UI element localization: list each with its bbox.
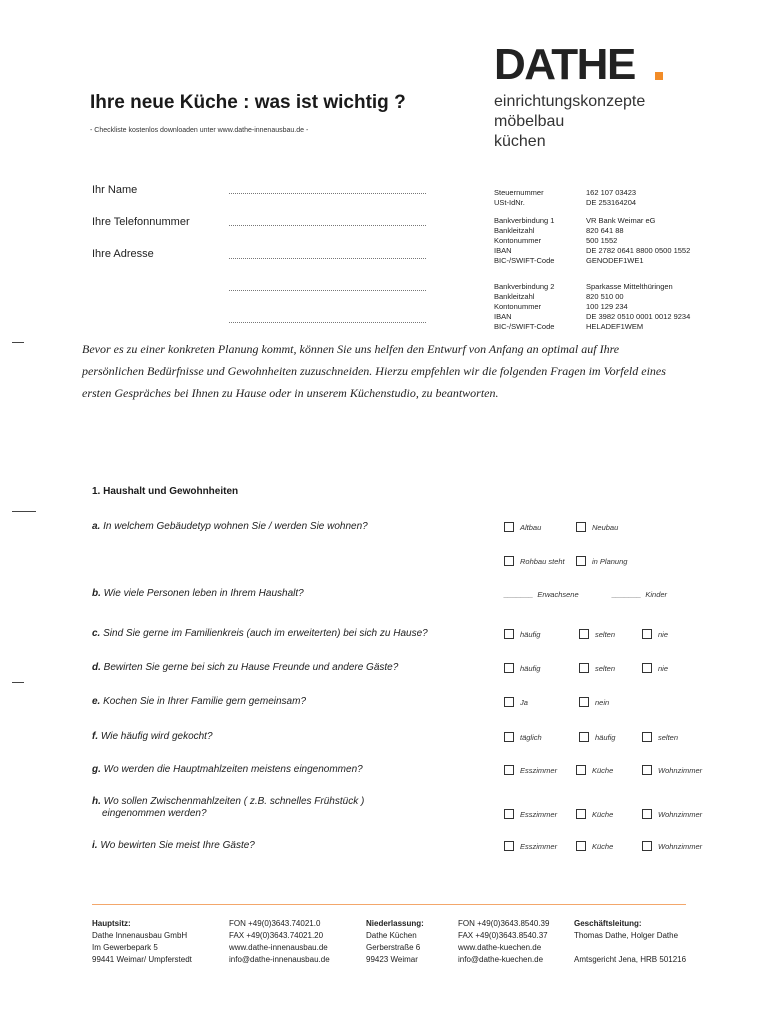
- checkbox[interactable]: [579, 732, 589, 742]
- address-label: Ihre Adresse: [92, 248, 154, 260]
- brand-logo: DATHE: [494, 40, 635, 89]
- address-field-line-3[interactable]: [229, 322, 426, 323]
- email-link[interactable]: info@dathe-innenausbau.de: [229, 955, 330, 964]
- checkbox[interactable]: [579, 697, 589, 707]
- question-e: e. Kochen Sie in Ihrer Familie gern gemeinsam?: [92, 696, 307, 707]
- phone-label: Ihre Telefonnummer: [92, 216, 190, 228]
- phone-field[interactable]: [229, 225, 426, 226]
- question-g: g. Wo werden die Hauptmahlzeiten meistens eingenommen?: [92, 764, 363, 775]
- question-b: b. Wie viele Personen leben in Ihrem Haushalt?: [92, 588, 304, 599]
- option-in-planung[interactable]: in Planung: [576, 556, 627, 566]
- logo-tagline: küchen: [494, 133, 546, 150]
- question-c: c. Sind Sie gerne im Familienkreis (auch im erweiterten) bei sich zu Hause?: [92, 628, 428, 639]
- address-field-line-2[interactable]: [229, 290, 426, 291]
- option-haeufig[interactable]: häufig: [504, 663, 540, 673]
- logo-accent-square: [655, 72, 663, 80]
- download-note: - Checkliste kostenlos downloaden unter www.dathe-innenausbau.de -: [90, 127, 309, 134]
- option-selten[interactable]: selten: [642, 732, 678, 742]
- option-kueche[interactable]: Küche: [576, 841, 613, 851]
- footer-management: Geschäftsleitung: Thomas Dathe, Holger Dathe Amtsgericht Jena, HRB 501216: [574, 919, 687, 964]
- fold-mark: [12, 342, 24, 343]
- intro-paragraph: Bevor es zu einer konkreten Planung kommt, können Sie uns helfen den Entwurf von Anfang an optimal auf Ihre persönlichen Bedürfnisse und Gewohnheiten zuzuschneiden. Hierzu empfehlen wir die folgenden Fragen im Vorfeld eines ersten Gespräches bei Ihnen zu Hause oder in unserem Küchenstudio, zu beantworten.: [82, 342, 666, 400]
- option-nein[interactable]: nein: [579, 697, 609, 707]
- checkbox[interactable]: [642, 765, 652, 775]
- name-label: Ihr Name: [92, 184, 138, 196]
- option-nie[interactable]: nie: [642, 629, 668, 639]
- checkbox[interactable]: [504, 809, 514, 819]
- option-esszimmer[interactable]: Esszimmer: [504, 809, 557, 819]
- option-rohbau-steht[interactable]: Rohbau steht: [504, 556, 565, 566]
- checkbox[interactable]: [642, 629, 652, 639]
- question-d: d. Bewirten Sie gerne bei sich zu Hause Freunde und andere Gäste?: [92, 662, 399, 673]
- option-haeufig[interactable]: häufig: [504, 629, 540, 639]
- checkbox[interactable]: [504, 697, 514, 707]
- checkbox[interactable]: [576, 522, 586, 532]
- tax-labels: Steuernummer USt-IdNr.: [494, 188, 544, 207]
- option-neubau[interactable]: Neubau: [576, 522, 618, 532]
- option-nie[interactable]: nie: [642, 663, 668, 673]
- footer-branch-contact: FON +49(0)3643.8540.39 FAX +49(0)3643.8540.37 www.dathe-kuechen.de info@dathe-kuechen.de: [458, 919, 550, 964]
- question-a: a. In welchem Gebäudetyp wohnen Sie / werden Sie wohnen?: [92, 521, 368, 532]
- checkbox[interactable]: [504, 629, 514, 639]
- name-field[interactable]: [229, 193, 426, 194]
- footer-branch: Niederlassung: Dathe Küchen Gerberstraße 6 99423 Weimar: [366, 919, 424, 964]
- option-taeglich[interactable]: täglich: [504, 732, 542, 742]
- option-wohnzimmer[interactable]: Wohnzimmer: [642, 809, 702, 819]
- checkbox[interactable]: [504, 556, 514, 566]
- question-h: h. Wo sollen Zwischenmahlzeiten ( z.B. schnelles Frühstück ): [92, 796, 365, 807]
- footer-divider: [92, 904, 686, 905]
- section-title: 1. Haushalt und Gewohnheiten: [92, 486, 239, 497]
- bank1-labels: Bankverbindung 1 Bankleitzahl Kontonummer IBAN BIC-/SWIFT-Code: [494, 216, 555, 265]
- checkbox[interactable]: [504, 663, 514, 673]
- bank2-values: Sparkasse Mittelthüringen 820 510 00 100 129 234 DE 3982 0510 0001 0012 9234 HELADEF1WEM: [586, 282, 691, 331]
- checkbox[interactable]: [504, 841, 514, 851]
- checkbox[interactable]: [642, 809, 652, 819]
- checkbox[interactable]: [504, 522, 514, 532]
- checkbox[interactable]: [504, 732, 514, 742]
- checkbox[interactable]: [642, 841, 652, 851]
- checkbox[interactable]: [579, 663, 589, 673]
- website-link[interactable]: www.dathe-innenausbau.de: [229, 943, 328, 952]
- checkbox[interactable]: [576, 765, 586, 775]
- checkbox[interactable]: [642, 732, 652, 742]
- address-field-line-1[interactable]: [229, 258, 426, 259]
- option-wohnzimmer[interactable]: Wohnzimmer: [642, 765, 702, 775]
- option-selten[interactable]: selten: [579, 629, 615, 639]
- footer-headquarters-contact: FON +49(0)3643.74021.0 FAX +49(0)3643.74021.20 www.dathe-innenausbau.de info@dathe-innenausbau.de: [229, 919, 330, 964]
- option-kueche[interactable]: Küche: [576, 765, 613, 775]
- checkbox[interactable]: [576, 809, 586, 819]
- page-title: Ihre neue Küche : was ist wichtig ?: [90, 92, 406, 113]
- question-i: i. Wo bewirten Sie meist Ihre Gäste?: [92, 840, 255, 851]
- bank2-labels: Bankverbindung 2 Bankleitzahl Kontonummer IBAN BIC-/SWIFT-Code: [494, 282, 555, 331]
- option-wohnzimmer[interactable]: Wohnzimmer: [642, 841, 702, 851]
- fold-mark: [12, 682, 24, 683]
- bank1-values: VR Bank Weimar eG 820 641 88 500 1552 DE 2782 0641 8800 0500 1552 GENODEF1WE1: [586, 216, 691, 265]
- checkbox[interactable]: [642, 663, 652, 673]
- footer-headquarters: Hauptsitz: Dathe Innenausbau GmbH Im Gewerbepark 5 99441 Weimar/ Umpferstedt: [92, 919, 192, 964]
- option-ja[interactable]: Ja: [504, 697, 528, 707]
- checkbox[interactable]: [576, 841, 586, 851]
- checkbox[interactable]: [504, 765, 514, 775]
- question-h-continued: eingenommen werden?: [102, 808, 207, 819]
- option-altbau[interactable]: Altbau: [504, 522, 541, 532]
- option-selten[interactable]: selten: [579, 663, 615, 673]
- children-input[interactable]: _______ Kinder: [612, 590, 668, 599]
- option-esszimmer[interactable]: Esszimmer: [504, 841, 557, 851]
- checkbox[interactable]: [576, 556, 586, 566]
- logo-tagline: einrichtungskonzepte: [494, 93, 646, 110]
- option-esszimmer[interactable]: Esszimmer: [504, 765, 557, 775]
- website-link[interactable]: www.dathe-kuechen.de: [458, 943, 542, 952]
- checkbox[interactable]: [579, 629, 589, 639]
- logo-tagline: möbelbau: [494, 113, 565, 130]
- punch-mark: [12, 511, 36, 512]
- adults-input[interactable]: _______ Erwachsene: [504, 590, 579, 599]
- option-haeufig[interactable]: häufig: [579, 732, 615, 742]
- question-f: f. Wie häufig wird gekocht?: [92, 731, 213, 742]
- email-link[interactable]: info@dathe-kuechen.de: [458, 955, 544, 964]
- tax-values: 162 107 03423 DE 253164204: [586, 188, 637, 207]
- option-kueche[interactable]: Küche: [576, 809, 613, 819]
